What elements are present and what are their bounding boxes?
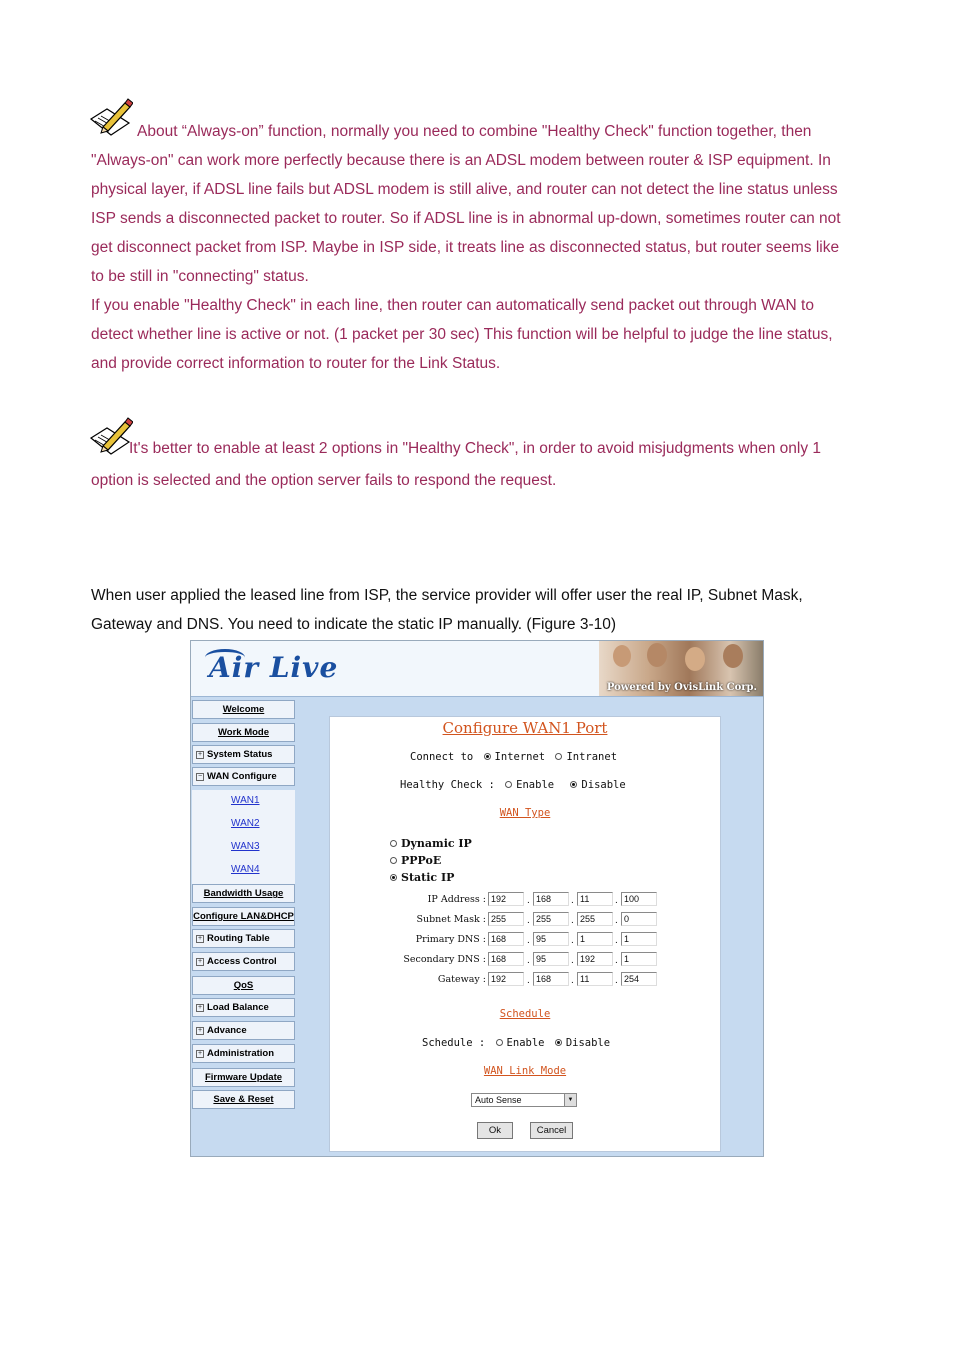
connect-to-label: Connect to bbox=[410, 751, 474, 763]
pppoe-option[interactable] bbox=[390, 854, 441, 867]
menu-label: Routing Table bbox=[207, 933, 270, 944]
secondary-dns-label: Secondary DNS : bbox=[403, 954, 486, 965]
enable-label: Enable bbox=[506, 1037, 545, 1049]
note-line: "Always-on" can work more perfectly because there is an ADSL modem between router & ISP equipment. In bbox=[91, 152, 831, 169]
pdns-octet-4[interactable]: 1 bbox=[621, 932, 657, 946]
menu-advance[interactable] bbox=[192, 1021, 295, 1040]
primary-dns-label: Primary DNS : bbox=[415, 934, 486, 945]
sdns-octet-4[interactable]: 1 bbox=[621, 952, 657, 966]
wan-type-title: WAN Type bbox=[499, 807, 551, 819]
gw-octet-2[interactable]: 168 bbox=[533, 972, 569, 986]
octet-dot: . bbox=[527, 895, 530, 906]
disable-label: Disable bbox=[565, 1037, 611, 1049]
mask-octet-3[interactable]: 255 bbox=[577, 912, 613, 926]
note-line: option is selected and the option server fails to respond the request. bbox=[91, 472, 557, 489]
dynamic-ip-radio[interactable] bbox=[390, 840, 397, 847]
menu-save-reset[interactable]: Save & Reset bbox=[192, 1090, 295, 1109]
schedule-row bbox=[422, 1037, 610, 1049]
subnet-mask-label: Subnet Mask : bbox=[416, 914, 486, 925]
menu-wan-configure[interactable] bbox=[192, 767, 295, 786]
note-line: get disconnect packet from ISP. Maybe in ISP side, it treats line as disconnected status, but router seems like bbox=[91, 239, 840, 256]
menu-bandwidth-usage[interactable]: Bandwidth Usage bbox=[192, 884, 295, 903]
disable-label: Disable bbox=[581, 779, 626, 791]
expand-icon: + bbox=[197, 1050, 203, 1057]
menu-system-status[interactable] bbox=[192, 745, 295, 764]
body-line: Gateway and DNS. You need to indicate the static IP manually. (Figure 3-10) bbox=[91, 616, 617, 633]
mask-octet-1[interactable]: 255 bbox=[488, 912, 524, 926]
internet-radio[interactable] bbox=[484, 753, 491, 760]
wan-link-mode-title: WAN Link Mode bbox=[483, 1065, 567, 1077]
person-figure bbox=[723, 644, 743, 668]
ip-octet-3[interactable]: 11 bbox=[577, 892, 613, 906]
expand-icon: + bbox=[197, 751, 203, 758]
powered-by-text: Powered by OvisLink Corp. bbox=[606, 682, 757, 693]
expand-icon: + bbox=[197, 935, 203, 942]
ok-button[interactable]: Ok bbox=[477, 1122, 513, 1139]
octet-dot: . bbox=[615, 895, 618, 906]
mask-octet-4[interactable]: 0 bbox=[621, 912, 657, 926]
menu-label: Advance bbox=[207, 1025, 247, 1036]
sdns-octet-1[interactable]: 168 bbox=[488, 952, 524, 966]
person-figure bbox=[647, 643, 667, 667]
pdns-octet-2[interactable]: 95 bbox=[533, 932, 569, 946]
option-label: Dynamic IP bbox=[401, 837, 472, 850]
router-config-screenshot bbox=[190, 640, 764, 1157]
connect-to-row bbox=[410, 751, 617, 763]
menu-welcome[interactable]: Welcome bbox=[192, 700, 295, 719]
gw-octet-1[interactable]: 192 bbox=[488, 972, 524, 986]
note-line: physical layer, if ADSL line fails but ADSL modem is still alive, and router can not detect the line status unless bbox=[91, 181, 838, 198]
menu-label: System Status bbox=[207, 749, 273, 760]
menu-load-balance[interactable] bbox=[192, 998, 295, 1017]
schedule-disable-radio[interactable] bbox=[555, 1039, 562, 1046]
sdns-octet-3[interactable]: 192 bbox=[577, 952, 613, 966]
octet-dot: . bbox=[527, 915, 530, 926]
octet-dot: . bbox=[571, 975, 574, 986]
note-line: It's better to enable at least 2 options in "Healthy Check", in order to avoid misjudgments when only 1 bbox=[129, 440, 822, 457]
static-ip-radio[interactable] bbox=[390, 874, 397, 881]
pdns-octet-1[interactable]: 168 bbox=[488, 932, 524, 946]
static-ip-description bbox=[91, 581, 871, 639]
healthy-enable-radio[interactable] bbox=[505, 781, 512, 788]
mask-octet-2[interactable]: 255 bbox=[533, 912, 569, 926]
menu-configure-lan-dhcp[interactable]: Configure LAN&DHCP bbox=[192, 907, 295, 926]
octet-dot: . bbox=[571, 895, 574, 906]
dynamic-ip-option[interactable] bbox=[390, 837, 472, 850]
pdns-octet-3[interactable]: 1 bbox=[577, 932, 613, 946]
body-line: When user applied the leased line from ISP, the service provider will offer user the real IP, Subnet Mask, bbox=[91, 587, 803, 604]
ip-octet-1[interactable]: 192 bbox=[488, 892, 524, 906]
menu-routing-table[interactable] bbox=[192, 929, 295, 948]
expand-icon: + bbox=[197, 958, 203, 965]
schedule-enable-radio[interactable] bbox=[496, 1039, 503, 1046]
note-line: and provide correct information to router for the Link Status. bbox=[91, 355, 501, 372]
person-figure bbox=[613, 645, 631, 667]
ip-octet-2[interactable]: 168 bbox=[533, 892, 569, 906]
menu-administration[interactable] bbox=[192, 1044, 295, 1063]
octet-dot: . bbox=[527, 975, 530, 986]
menu-label: Access Control bbox=[207, 956, 277, 967]
gw-octet-4[interactable]: 254 bbox=[621, 972, 657, 986]
collapse-icon: − bbox=[197, 773, 203, 780]
note-line: If you enable "Healthy Check" in each line, then router can automatically send packet out through WAN to bbox=[91, 297, 814, 314]
menu-label: WAN Configure bbox=[207, 771, 277, 782]
healthy-check-note bbox=[91, 434, 871, 495]
octet-dot: . bbox=[571, 915, 574, 926]
note-line: detect whether line is active or not. (1 packet per 30 sec) This function will be helpful to judge the line status, bbox=[91, 326, 833, 343]
octet-dot: . bbox=[571, 955, 574, 966]
intranet-label: Intranet bbox=[566, 751, 618, 763]
healthy-check-label: Healthy Check : bbox=[400, 779, 495, 791]
octet-dot: . bbox=[527, 955, 530, 966]
menu-label: Load Balance bbox=[207, 1002, 269, 1013]
option-label: PPPoE bbox=[401, 854, 442, 867]
menu-label: Administration bbox=[207, 1048, 275, 1059]
chevron-down-icon: ▼ bbox=[564, 1094, 576, 1106]
note-line: ISP sends a disconnected packet to router. So if ADSL line is in abnormal up-down, sometimes router can not bbox=[91, 210, 841, 227]
wan-config-panel bbox=[329, 716, 721, 1152]
healthy-disable-radio[interactable] bbox=[570, 781, 577, 788]
banner bbox=[191, 641, 763, 697]
cancel-button[interactable]: Cancel bbox=[530, 1122, 573, 1139]
ip-address-label: IP Address : bbox=[427, 894, 486, 905]
ip-octet-4[interactable]: 100 bbox=[621, 892, 657, 906]
intranet-radio[interactable] bbox=[555, 753, 562, 760]
panel-title: Configure WAN1 Port bbox=[442, 719, 608, 737]
wan-link-mode-select[interactable] bbox=[471, 1093, 577, 1107]
menu-wan2-link[interactable]: WAN2 bbox=[231, 818, 260, 829]
octet-dot: . bbox=[527, 935, 530, 946]
always-on-note bbox=[91, 117, 871, 378]
pppoe-radio[interactable] bbox=[390, 857, 397, 864]
static-ip-option[interactable] bbox=[390, 871, 454, 884]
menu-wan1-link[interactable]: WAN1 bbox=[231, 795, 260, 806]
menu-firmware-update[interactable]: Firmware Update bbox=[192, 1068, 295, 1087]
banner-photo bbox=[599, 641, 763, 696]
expand-icon: + bbox=[197, 1004, 203, 1011]
person-figure bbox=[685, 647, 705, 671]
sdns-octet-2[interactable]: 95 bbox=[533, 952, 569, 966]
menu-wan3-link[interactable]: WAN3 bbox=[231, 841, 260, 852]
gateway-label: Gateway : bbox=[437, 974, 486, 985]
menu-wan4-link[interactable]: WAN4 bbox=[231, 864, 260, 875]
octet-dot: . bbox=[571, 935, 574, 946]
enable-label: Enable bbox=[516, 779, 555, 791]
octet-dot: . bbox=[615, 935, 618, 946]
octet-dot: . bbox=[615, 975, 618, 986]
octet-dot: . bbox=[615, 915, 618, 926]
note-line: to be still in "connecting" status. bbox=[91, 268, 309, 285]
gw-octet-3[interactable]: 11 bbox=[577, 972, 613, 986]
schedule-title: Schedule bbox=[499, 1008, 551, 1020]
note-line: About “Always-on” function, normally you need to combine "Healthy Check" function together, then bbox=[137, 123, 812, 140]
octet-dot: . bbox=[615, 955, 618, 966]
select-value: Auto Sense bbox=[475, 1095, 522, 1105]
airlive-logo: Air Live bbox=[209, 651, 339, 684]
healthy-check-row bbox=[400, 779, 626, 791]
option-label: Static IP bbox=[401, 871, 455, 884]
menu-qos[interactable]: QoS bbox=[192, 976, 295, 995]
menu-access-control[interactable] bbox=[192, 952, 295, 971]
internet-label: Internet bbox=[494, 751, 546, 763]
expand-icon: + bbox=[197, 1027, 203, 1034]
menu-work-mode[interactable]: Work Mode bbox=[192, 723, 295, 742]
schedule-label: Schedule : bbox=[422, 1037, 486, 1049]
